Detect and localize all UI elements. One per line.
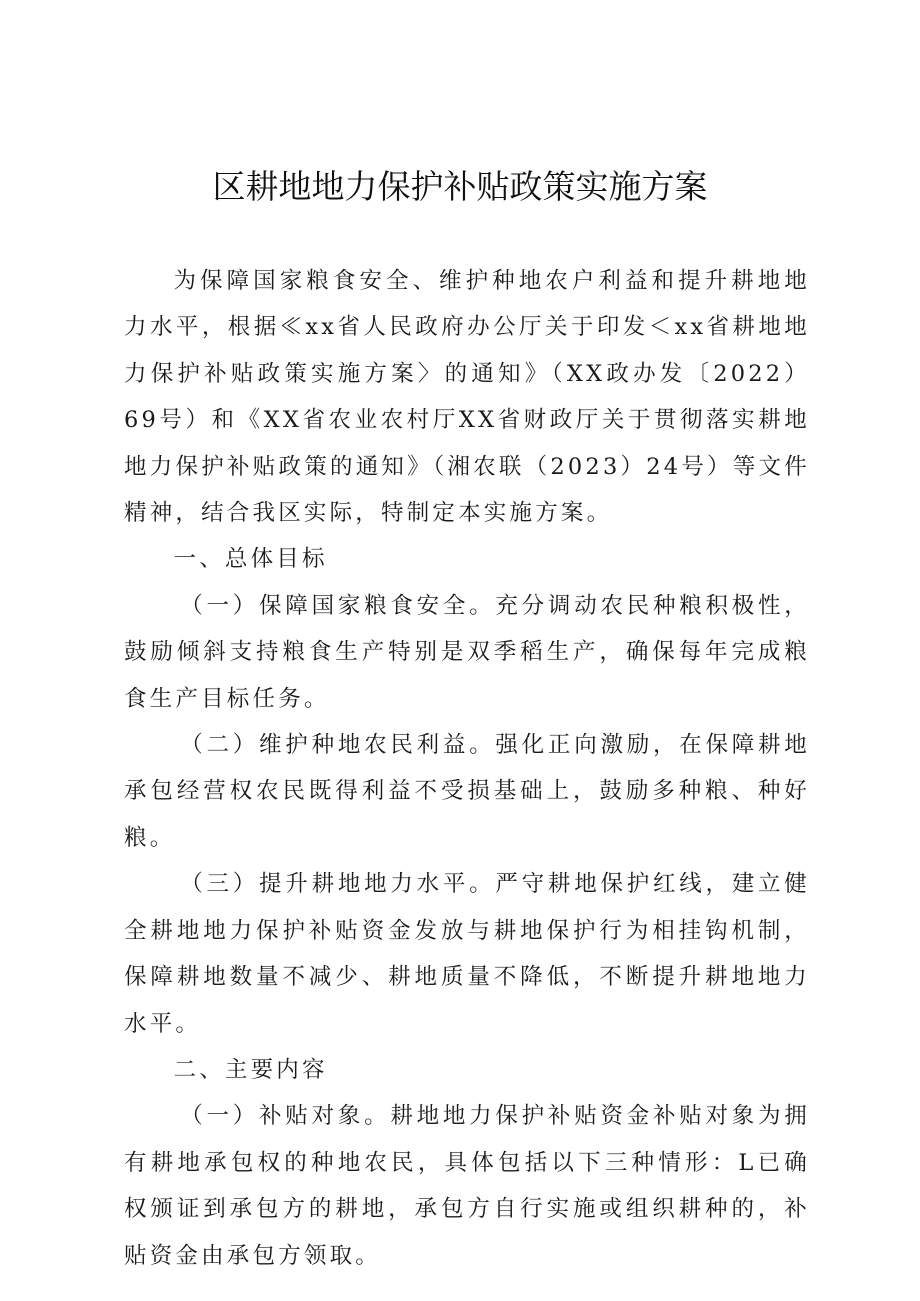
document-body bbox=[124, 258, 810, 1279]
intro-paragraph: 为保障国家粮食安全、维护种地农户利益和提升耕地地力水平，根据≪xx省人民政府办公厅关于印发＜xx省耕地地力保护补贴政策实施方案〉的通知》（XX政办发〔2022）69号）和《XX省农业农村厅XX省财政厅关于贯彻落实耕地地力保护补贴政策的通知》（湘农联（2023）24号）等文件精神，结合我区实际，特制定本实施方案。 bbox=[124, 268, 810, 527]
section-heading-main-content: 二、主要内容 bbox=[173, 1056, 328, 1083]
goal-item-3: （三）提升耕地地力水平。严守耕地保护红线，建立健全耕地地力保护补贴资金发放与耕地保护行为相挂钩机制，保障耕地数量不减少、耕地质量不降低，不断提升耕地地力水平。 bbox=[124, 871, 810, 1037]
content-item-1: （一）补贴对象。耕地地力保护补贴资金补贴对象为拥有耕地承包权的种地农民，具体包括以下三种情形：L已确权颁证到承包方的耕地，承包方自行实施或组织耕种的，补贴资金由承包方领取。 bbox=[124, 1103, 810, 1269]
goal-item-2: （二）维护种地农民利益。强化正向激励，在保障耕地承包经营权农民既得利益不受损基础上，鼓励多种粮、种好粮。 bbox=[124, 732, 810, 851]
document-title: 区耕地地力保护补贴政策实施方案 bbox=[212, 167, 708, 206]
section-heading-overall-goals: 一、总体目标 bbox=[173, 546, 328, 573]
goal-item-1: （一）保障国家粮食安全。充分调动农民种粮积极性，鼓励倾斜支持粮食生产特别是双季稻生产，确保每年完成粮食生产目标任务。 bbox=[124, 592, 810, 712]
